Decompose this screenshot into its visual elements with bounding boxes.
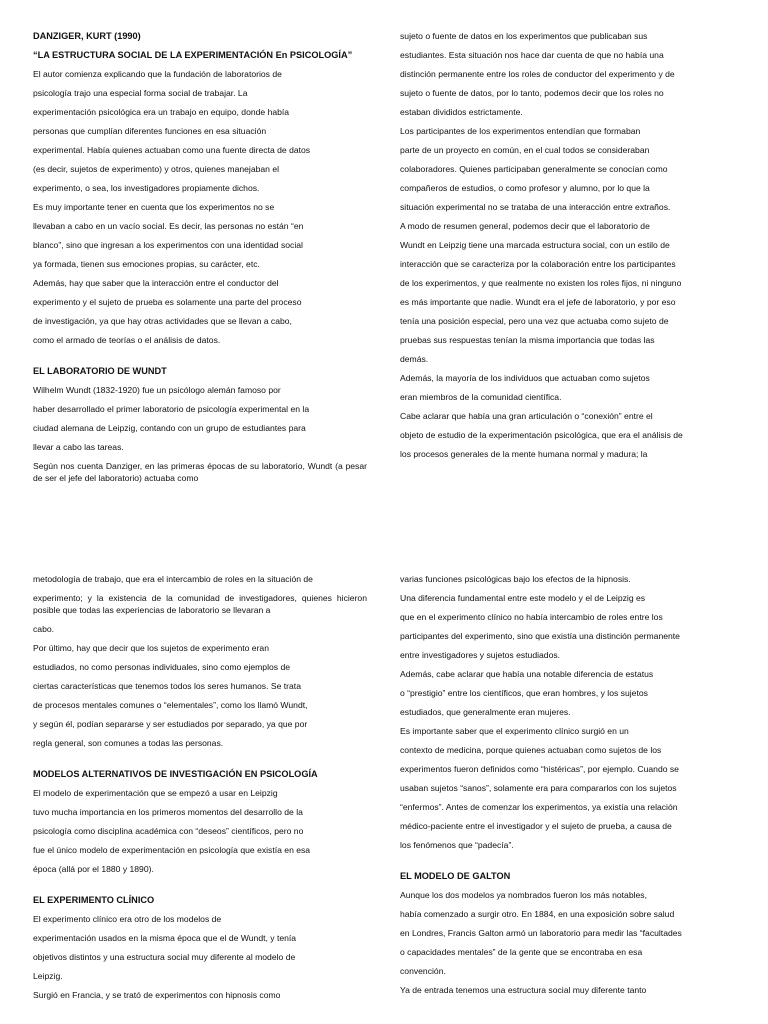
text-line: A modo de resumen general, podemos decir que el laboratorio de (400, 221, 650, 231)
text-line: participantes del experimento, sino que existía una distinción permanente (400, 631, 680, 641)
text-line: (es decir, sujetos de experimento) y otros, quienes manejaban el (33, 164, 280, 174)
heading-clinical-experiment: EL EXPERIMENTO CLÍNICO (33, 895, 155, 905)
heading-article-title: “LA ESTRUCTURA SOCIAL DE LA EXPERIMENTACIÓN En PSICOLOGÍA” (33, 50, 353, 60)
text-line: psicología trajo una especial forma social de trabajar. La (33, 88, 248, 98)
text-line: estudiados, no como personas individuales, sino como ejemplos de (33, 662, 291, 672)
text-line: Cabe aclarar que había una gran articulación o “conexión” entre el (400, 411, 653, 421)
spacer (33, 350, 367, 362)
text-line: interacción que se caracteriza por la colaboración entre los participantes (400, 259, 676, 269)
text-line: Surgió en Francia, y se trató de experimentos con hipnosis como (33, 990, 281, 1000)
column-top-left (33, 27, 367, 488)
text-line: demás. (400, 354, 429, 364)
text-line: que en el experimento clínico no había intercambio de roles entre los (400, 612, 663, 622)
text-line: había comenzado a surgir otro. En 1884, en una exposición sobre salud (400, 909, 675, 919)
text-line: estaban divididos estrictamente. (400, 107, 523, 117)
text-line: Por último, hay que decir que los sujetos de experimento eran (33, 643, 269, 653)
text-line: como el armado de teorías o el análisis de datos. (33, 335, 221, 345)
text-line: experimento, o sea, los investigadores propiamente dichos. (33, 183, 260, 193)
text-line: Wilhelm Wundt (1832-1920) fue un psicólogo alemán famoso por (33, 385, 281, 395)
spacer (33, 753, 367, 765)
text-line: regla general, son comunes a todas las personas. (33, 738, 224, 748)
text-line: cabo. (33, 624, 55, 634)
text-line: personas que cumplían diferentes funciones en esa situación (33, 126, 267, 136)
text-line: Es importante saber que el experimento clínico surgió en un (400, 726, 629, 736)
text-line: o “prestigio” entre los científicos, que eran hombres, y los sujetos (400, 688, 648, 698)
text-line: experimento y el sujeto de prueba es solamente una parte del proceso (33, 297, 302, 307)
text-line: fue el único modelo de experimentación en psicología que existía en esa (33, 845, 311, 855)
text-line: El experimento clínico era otro de los modelos de (33, 914, 222, 924)
text-line: ciudad alemana de Leipzig, contando con un grupo de estudiantes para (33, 423, 306, 433)
paragraph-intro (33, 65, 367, 350)
text-line: Además, la mayoría de los individuos que actuaban como sujetos (400, 373, 650, 383)
text-line: ya formada, tienen sus emociones propias, su carácter, etc. (33, 259, 260, 269)
text-line: El modelo de experimentación que se empezó a usar en Leipzig (33, 788, 278, 798)
text-line: estudiados, que generalmente eran mujeres. (400, 707, 571, 717)
column-bottom-right (400, 570, 734, 1000)
text-line: parte de un proyecto en común, en el cual todos se consideraban (400, 145, 650, 155)
text-line: experimento; y la existencia de la comunidad de investigadores, quienes hicieron posible que todas las experiencias de laboratorio se llevaran a (33, 593, 367, 615)
text-line: tuvo mucha importancia en los primeros momentos del desarrollo de la (33, 807, 303, 817)
text-line: Wundt en Leipzig tiene una marcada estructura social, con un estilo de (400, 240, 670, 250)
text-line: llevaban a cabo en un vacío social. Es decir, las personas no están “en (33, 221, 304, 231)
text-line: psicología como disciplina académica con “deseos” científicos, pero no (33, 826, 304, 836)
text-line: época (allá por el 1880 y 1890). (33, 864, 154, 874)
text-line: El autor comienza explicando que la fundación de laboratorios de (33, 69, 282, 79)
spacer (33, 879, 367, 891)
text-line: Además, cabe aclarar que había una notable diferencia de estatus (400, 669, 654, 679)
text-line: convención. (400, 966, 446, 976)
text-line: compañeros de estudios, o como profesor y alumno, por lo que la (400, 183, 650, 193)
text-line: ciertas características que tenemos todos los seres humanos. Se trata (33, 681, 301, 691)
text-line: de los experimentos, y que realmente no existen los roles fijos, ni ninguno (400, 278, 682, 288)
text-line: eran miembros de la comunidad científica. (400, 392, 562, 402)
text-line: experimentos fueron definidos como “histéricas”, por ejemplo. Cuando se (400, 764, 679, 774)
text-line: de procesos mentales comunes o “elementales”, como los llamó Wundt, (33, 700, 308, 710)
text-line: “enfermos”. Antes de comenzar los experimentos, ya existía una relación (400, 802, 678, 812)
text-line: Aunque los dos modelos ya nombrados fueron los más notables, (400, 890, 647, 900)
text-line: médico-paciente entre el investigador y el sujeto de prueba, a causa de (400, 821, 672, 831)
text-line: blanco”, sino que ingresan a los experimentos con una identidad social (33, 240, 303, 250)
text-line: objeto de estudio de la experimentación psicológica, que era el análisis de (400, 430, 683, 440)
text-line: tenía una posición especial, pero una vez que actuaba como sujeto de (400, 316, 669, 326)
spacer (400, 855, 734, 867)
text-line: objetivos distintos y una estructura social muy diferente al modelo de (33, 952, 296, 962)
heading-wundt-lab: EL LABORATORIO DE WUNDT (33, 366, 167, 376)
text-line: contexto de medicina, porque quienes actuaban como sujetos de los (400, 745, 662, 755)
text-line: haber desarrollado el primer laboratorio de psicología experimental en la (33, 404, 310, 414)
text-line: Es muy importante tener en cuenta que los experimentos no se (33, 202, 275, 212)
heading-alternative-models: MODELOS ALTERNATIVOS DE INVESTIGACIÓN EN PSICOLOGÍA (33, 769, 318, 779)
text-line: los fenómenos que “padecía”. (400, 840, 514, 850)
text-line: sujeto o fuente de datos, por lo tanto, podemos decir que los roles no (400, 88, 664, 98)
text-line: entre investigadores y sujetos estudiados. (400, 650, 561, 660)
text-line: o capacidades mentales” de la gente que se encontraba en esa (400, 947, 643, 957)
text-line: distinción permanente entre los roles de conductor del experimento y de (400, 69, 675, 79)
column-bottom-left (33, 570, 367, 1005)
text-line: los procesos generales de la mente humana normal y madura; la (400, 449, 648, 459)
text-line: metodología de trabajo, que era el intercambio de roles en la situación de (33, 574, 313, 584)
text-line: experimental. Había quienes actuaban como una fuente directa de datos (33, 145, 311, 155)
paragraph-wundt (33, 381, 367, 488)
text-line: y según él, podían separarse y ser estudiados por separado, ya que por (33, 719, 308, 729)
text-line: estudiantes. Esta situación nos hace dar cuenta de que no había una (400, 50, 664, 60)
text-line: situación experimental no se trataba de una interacción entre extraños. (400, 202, 671, 212)
heading-galton-model: EL MODELO DE GALTON (400, 871, 511, 881)
text-line: Leipzig. (33, 971, 63, 981)
heading-author: DANZIGER, KURT (1990) (33, 31, 141, 41)
text-line: Además, hay que saber que la interacción entre el conductor del (33, 278, 279, 288)
text-line: Los participantes de los experimentos entendían que formaban (400, 126, 641, 136)
text-line: sujeto o fuente de datos en los experimentos que publicaban sus (400, 31, 648, 41)
column-top-right (400, 27, 734, 464)
text-line: varias funciones psicológicas bajo los efectos de la hipnosis. (400, 574, 631, 584)
text-line: llevar a cabo las tareas. (33, 442, 124, 452)
text-line: Según nos cuenta Danziger, en las primeras épocas de su laboratorio, Wundt (a pesar de ser el jefe del laboratorio) actuaba como (33, 461, 367, 483)
text-line: experimentación psicológica era un trabajo en equipo, donde había (33, 107, 290, 117)
text-line: es más importante que nadie. Wundt era el jefe de laboratorio, y por eso (400, 297, 676, 307)
text-line: experimentación usados en la misma época que el de Wundt, y tenía (33, 933, 297, 943)
text-line: colaboradores. Quienes participaban generalmente se conocían como (400, 164, 668, 174)
text-line: usaban sujetos “sanos”, solamente era para compararlos con los sujetos (400, 783, 677, 793)
text-line: pruebas sus respuestas tenían la misma importancia que todas las (400, 335, 655, 345)
text-line: en Londres, Francis Galton armó un laboratorio para medir las “facultades (400, 928, 682, 938)
text-line: Ya de entrada tenemos una estructura social muy diferente tanto (400, 985, 647, 995)
text-line: de investigación, ya que hay otras actividades que se llevan a cabo, (33, 316, 292, 326)
text-line: Una diferencia fundamental entre este modelo y el de Leipzig es (400, 593, 646, 603)
